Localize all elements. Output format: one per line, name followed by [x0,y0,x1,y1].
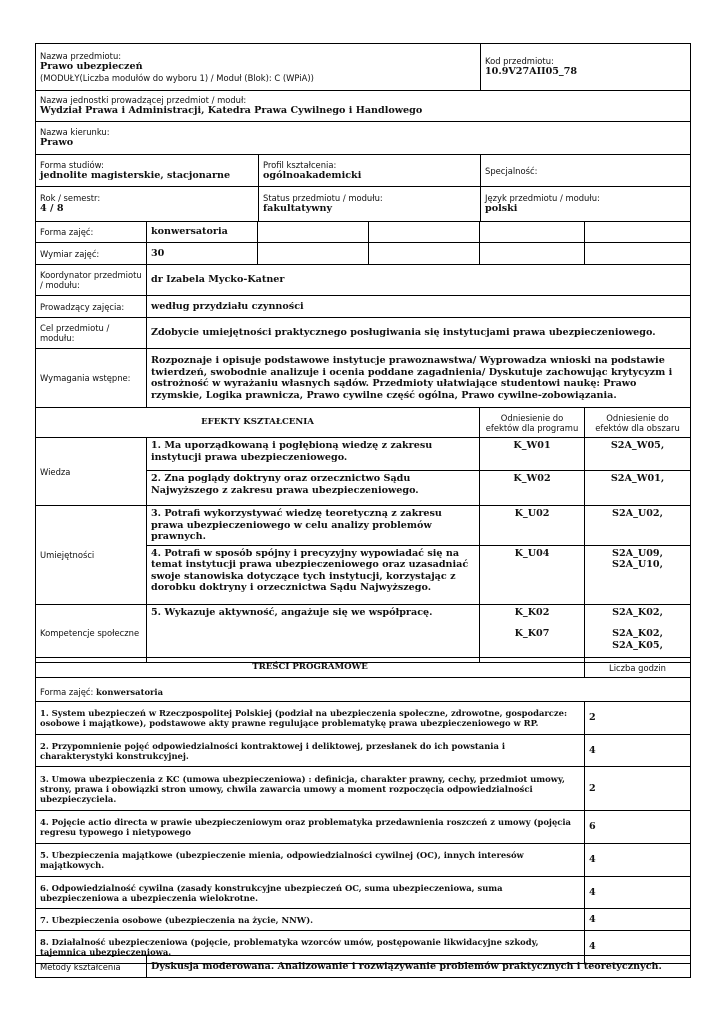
year-label: Rok / semestr: [40,193,101,204]
content-item: 8. Działalność ubezpieczeniowa (pojęcie, problematyka wzorców umów, postępowanie likwidacyjne szkody, tajemnica ubezpieczeniowa. [36,931,585,964]
content-item-hours: 4 [585,877,691,909]
req-value: Rozpoznaje i opisuje podstawowe instytucje prawoznawstwa/ Wyprowadza wnioski na podstawie twierdzeń, swobodnie analizuje i ocenia poddane zagadnienia/ Dyskutuje zachowując krytycyzm i ostrożność w wyrażaniu własnych sądów. Przedmioty ułatwiające studentowi naukę: Prawo rzymskie, Logika prawnicza, Prawo cywilne część ogólna, Prawo cywilne-zobowiązania. [147,349,691,408]
content-item-hours: 4 [585,844,691,877]
hours-value: 30 [147,243,258,265]
empty-cell [369,243,480,265]
unit-value: Wydział Prawa i Administracji, Katedra Prawa Cywilnego i Handlowego [40,105,423,117]
content-item-hours: 4 [585,909,691,931]
content-form-cell [36,678,691,702]
methods-table [35,955,691,978]
header-table [35,43,691,155]
methods-value: Dyskusja moderowana. Analizowanie i rozwiązywanie problemów praktycznych i teoretycznych. [147,956,691,978]
outcome-area-line: S2A_K02, [612,628,663,639]
content-item-hours: 4 [585,735,691,767]
methods-label: Metody kształcenia [36,956,147,978]
outcome-program-line: K_K07 [514,628,550,639]
year-cell [36,187,259,222]
spec-cell [481,155,691,187]
category-kompetencje: Kompetencje społeczne [36,604,147,662]
content-item: 4. Pojęcie actio directa w prawie ubezpieczeniowym oraz problematyka przedawnienia roszczeń z umowy (pojęcia regresu typowego i nietypowego [36,811,585,844]
category-umiejetnosci: Umiejętności [36,506,147,605]
subject-label: Nazwa przedmiotu: [40,51,122,62]
subject-module: (MODUŁY(Liczba modułów do wyboru 1) / Moduł (Blok): C (WPiA)) [40,72,314,83]
empty-cell [369,222,480,243]
code-label: Kod przedmiotu: [485,56,554,67]
class-form-value: konwersatoria [147,222,258,243]
outcomes-header: EFEKTY KSZTAŁCENIA [36,408,480,438]
spec-label: Specjalność: [485,165,538,176]
content-table [35,657,691,964]
subject-cell [36,44,481,91]
outcomes-col-area: Odniesienie do efektów dla obszaru [585,408,691,438]
content-item-hours: 6 [585,811,691,844]
form-cell [36,155,259,187]
form-value: jednolite magisterskie, stacjonarne [40,169,231,181]
content-item: 2. Przypomnienie pojęć odpowiedzialności kontraktowej i deliktowej, przesłanek do ich powstania i charakterystyki konstrukcyjnej. [36,735,585,767]
outcome-program: K_W01 [480,438,585,471]
empty-cell [258,243,369,265]
content-hours-header: Liczba godzin [585,658,691,678]
content-form-prefix: Forma zajęć: [40,687,96,697]
outcome-program: K_W02 [480,471,585,506]
study-info-table [35,154,691,222]
class-form-label: Forma zajęć: [36,222,147,243]
profile-cell [259,155,481,187]
outcome-area [585,545,691,604]
outcome-text: 4. Potrafi w sposób spójny i precyzyjny wypowiadać się na temat instytucji prawa ubezpieczeniowego oraz uzasadniać swoje stanowiska dotyczące tych instytucji, korzystając z dorobku doktryny i orzecznictwa Sądu Najwyższego. [147,545,480,604]
content-item: 6. Odpowiedzialność cywilna (zasady konstrukcyjne ubezpieczeń OC, suma ubezpieczeniowa, suma ubezpieczeniowa a ubezpieczenia wielokrotne. [36,877,585,909]
outcome-program-line: K_K02 [514,606,550,618]
empty-cell [480,243,585,265]
content-item-hours: 2 [585,702,691,735]
outcome-area-line: S2A_U10, [612,559,663,570]
lang-label: Język przedmiotu / modułu: [485,193,600,204]
outcome-text: 3. Potrafi wykorzystywać wiedzę teoretyczną z zakresu prawa ubezpieczeniowego w celu analizy problemów prawnych. [147,506,480,546]
details-table [35,221,691,663]
content-item: 7. Ubezpieczenia osobowe (ubezpieczenia na życie, NNW). [36,909,585,931]
empty-cell [585,222,691,243]
empty-cell [585,243,691,265]
req-label: Wymagania wstępne: [36,349,147,408]
year-value: 4 / 8 [40,203,64,215]
code-value: 10.9V27AII05_78 [485,66,578,78]
field-cell [36,122,691,155]
status-label: Status przedmiotu / modułu: [263,193,383,204]
field-label: Nazwa kierunku: [40,127,110,138]
goal-label: Cel przedmiotu / modułu: [36,318,147,349]
content-item: 1. System ubezpieczeń w Rzeczpospolitej Polskiej (podział na ubezpieczenia społeczne, zdrowotne, gospodarcze: osobowe i majątkowe), podstawowe akty prawne regulujące problematykę prawa ubezpieczeniowego w RP. [36,702,585,735]
outcome-area-line: S2A_U09, [612,547,663,559]
goal-value: Zdobycie umiejętności praktycznego posługiwania się instytucjami prawa ubezpieczeniowego. [147,318,691,349]
outcome-program: K_U02 [480,506,585,546]
hours-label: Wymiar zajęć: [36,243,147,265]
status-cell [259,187,481,222]
lang-value: polski [485,203,518,215]
outcome-text: 5. Wykazuje aktywność, angażuje się we współpracę. [147,604,480,662]
content-header: TREŚCI PROGRAMOWE [36,658,585,678]
content-item: 3. Umowa ubezpieczenia z KC (umowa ubezpieczeniowa) : definicja, charakter prawny, cechy, przedmiot umowy, strony, prawa i obowiązki stron umowy, chwila zawarcia umowy a moment rozpoczęcia odpowiedzialności ubezpieczyciela. [36,767,585,811]
form-label: Forma studiów: [40,159,104,170]
category-wiedza: Wiedza [36,438,147,506]
code-cell [481,44,691,91]
profile-value: ogólnoakademicki [263,169,362,181]
unit-cell [36,91,691,122]
lecturer-value: według przydziału czynności [147,296,691,318]
outcome-area: S2A_W05, [585,438,691,471]
outcome-area-line: S2A_K02, [612,606,663,618]
profile-label: Profil kształcenia: [263,159,337,170]
outcome-area [585,604,691,662]
lang-cell [481,187,691,222]
field-value: Prawo [40,137,74,149]
coordinator-value: dr Izabela Mycko-Katner [147,265,691,296]
outcome-text: 2. Zna poglądy doktryny oraz orzecznictwo Sądu Najwyższego z zakresu prawa ubezpieczeniowego. [147,471,480,506]
outcomes-col-program: Odniesienie do efektów dla programu [480,408,585,438]
content-item-hours: 4 [585,931,691,964]
subject-name: Prawo ubezpieczeń [40,61,143,73]
outcome-text: 1. Ma uporządkowaną i pogłębioną wiedzę z zakresu instytucji prawa ubezpieczeniowego. [147,438,480,471]
unit-label: Nazwa jednostki prowadzącej przedmiot / moduł: [40,95,247,106]
lecturer-label: Prowadzący zajęcia: [36,296,147,318]
outcome-program [480,604,585,662]
content-item-hours: 2 [585,767,691,811]
content-item: 5. Ubezpieczenia majątkowe (ubezpieczenie mienia, odpowiedzialności cywilnej (OC), innych interesów majątkowych. [36,844,585,877]
status-value: fakultatywny [263,203,333,215]
outcome-area: S2A_W01, [585,471,691,506]
empty-cell [258,222,369,243]
content-form-value: konwersatoria [96,687,164,697]
outcome-program: K_U04 [480,545,585,604]
outcome-area-line: S2A_K05, [612,639,663,651]
empty-cell [480,222,585,243]
coordinator-label: Koordynator przedmiotu / modułu: [36,265,147,296]
outcome-area: S2A_U02, [585,506,691,546]
